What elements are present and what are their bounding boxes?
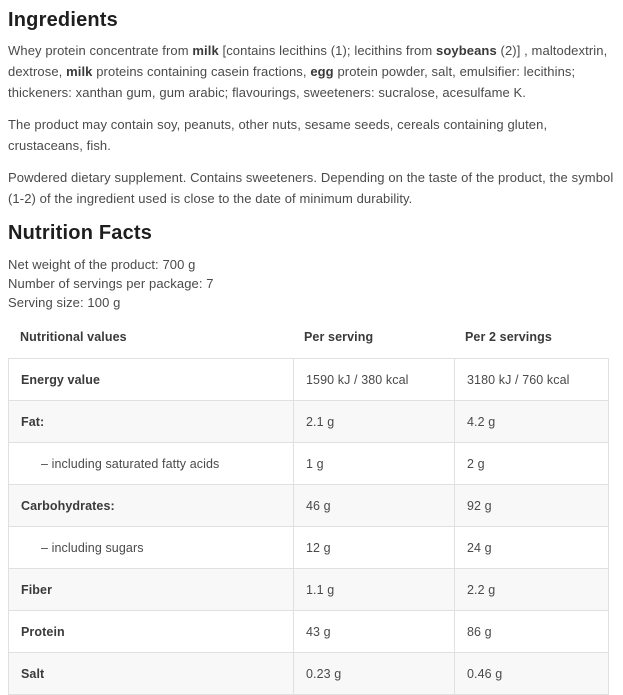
per-serving-value-cell: 46 g: [293, 485, 454, 526]
per-serving-value-cell: 1 g: [293, 443, 454, 484]
composition-text-segment: Whey protein concentrate from: [8, 43, 193, 58]
allergen-emphasis: egg: [310, 64, 334, 79]
per-2-servings-value-cell: 4.2 g: [454, 401, 608, 442]
per-serving-value-cell: 1.1 g: [293, 569, 454, 610]
serving-size-line: Serving size: 100 g: [8, 295, 121, 310]
per-2-servings-value-cell: 86 g: [454, 611, 608, 652]
header-nutritional-values: Nutritional values: [20, 330, 127, 344]
per-serving-value-cell: 43 g: [293, 611, 454, 652]
per-serving-value-cell: 0.23 g: [293, 653, 454, 694]
nutrient-label-cell: Protein: [21, 624, 65, 639]
allergen-may-contain-paragraph: The product may contain soy, peanuts, other nuts, sesame seeds, cereals containing gluten, crustaceans, fish.: [8, 117, 548, 153]
serving-info-block: [8, 255, 615, 312]
nutrition-table-row: [9, 611, 608, 653]
per-serving-value-cell: 1590 kJ / 380 kcal: [293, 359, 454, 400]
supplement-note-paragraph: Powdered dietary supplement. Contains sweeteners. Depending on the taste of the product, the symbol (1-2) of the ingredient used is close to the date of minimum durability.: [8, 170, 614, 206]
nutrition-table-row: [9, 653, 608, 694]
header-per-serving: Per serving: [304, 330, 374, 344]
net-weight-line: Net weight of the product: 700 g: [8, 257, 196, 272]
per-2-servings-value-cell: 3180 kJ / 760 kcal: [454, 359, 608, 400]
nutrient-label-cell: Carbohydrates:: [21, 498, 115, 513]
per-2-servings-value-cell: 2.2 g: [454, 569, 608, 610]
per-serving-value-cell: 2.1 g: [293, 401, 454, 442]
per-2-servings-value-cell: 2 g: [454, 443, 608, 484]
nutrient-label-cell: Fiber: [21, 582, 53, 597]
nutrient-label-cell: Salt: [21, 666, 45, 681]
nutrient-label-cell: – including sugars: [41, 540, 144, 555]
nutrition-table-row: [9, 527, 608, 569]
per-2-servings-value-cell: 0.46 g: [454, 653, 608, 694]
nutrition-table-row: [9, 401, 608, 443]
composition-text-segment: [contains lecithins (1); lecithins from: [218, 43, 437, 58]
composition-text-segment: proteins containing casein fractions,: [92, 64, 311, 79]
nutrition-table-row: [9, 359, 608, 401]
composition-text-segment: protein powder, salt, emulsifier: lecithins; thickeners: xanthan gum, gum arabic; flavourings, sweeteners: sucralose, acesulfame K.: [8, 64, 576, 100]
nutrient-label-cell: Fat:: [21, 414, 45, 429]
composition-text-segment: (2)] , maltodextrin, dextrose,: [8, 43, 608, 79]
header-per-2-servings: Per 2 servings: [465, 330, 552, 344]
nutrition-table-row: [9, 569, 608, 611]
nutrition-table-row: [9, 485, 608, 527]
nutrition-facts-section-title: Nutrition Facts: [8, 222, 153, 244]
ingredients-composition-paragraph: [8, 40, 615, 103]
nutrition-table-row: [9, 443, 608, 485]
per-serving-value-cell: 12 g: [293, 527, 454, 568]
servings-per-package-line: Number of servings per package: 7: [8, 276, 214, 291]
nutrition-table: [8, 358, 609, 695]
allergen-emphasis: milk: [192, 43, 219, 58]
per-2-servings-value-cell: 24 g: [454, 527, 608, 568]
nutrition-table-header: [8, 326, 615, 348]
ingredients-section-title: Ingredients: [8, 9, 118, 31]
allergen-emphasis: milk: [66, 64, 93, 79]
per-2-servings-value-cell: 92 g: [454, 485, 608, 526]
nutrient-label-cell: – including saturated fatty acids: [41, 456, 220, 471]
nutrient-label-cell: Energy value: [21, 372, 101, 387]
allergen-emphasis: soybeans: [436, 43, 497, 58]
